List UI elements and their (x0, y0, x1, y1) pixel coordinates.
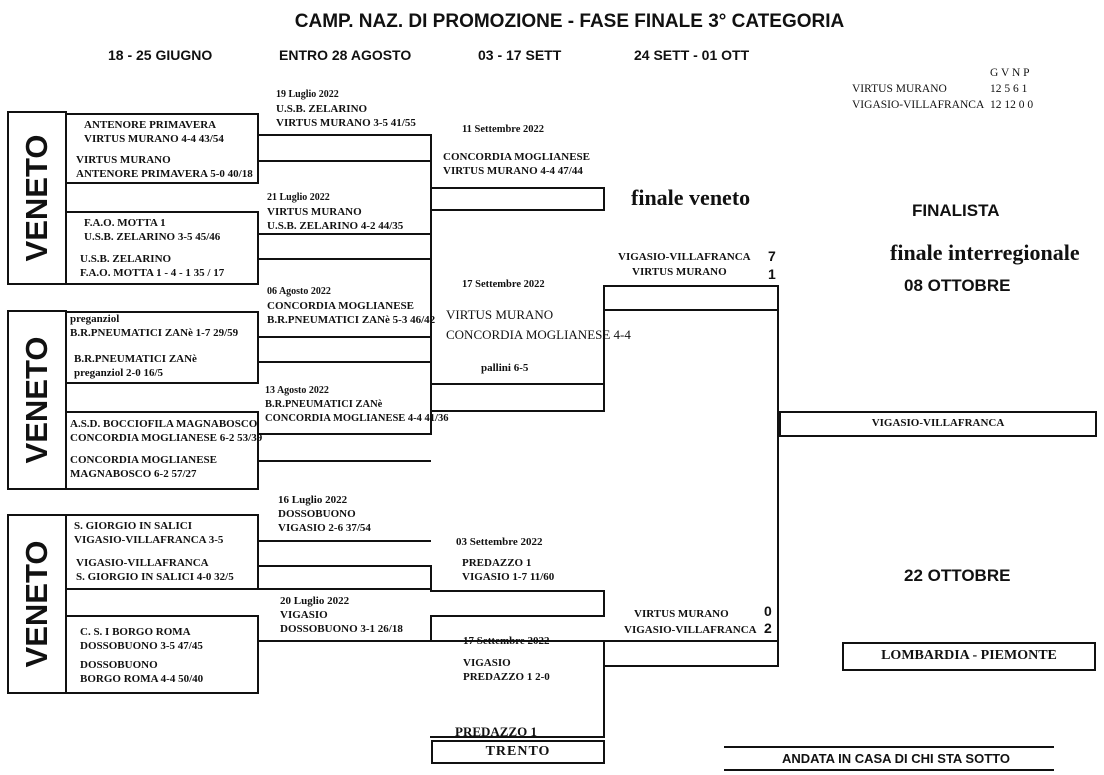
match-line: B.R.PNEUMATICI ZANè (265, 399, 383, 410)
match-line: U.S.B. ZELARINO (80, 253, 172, 265)
match-line: VIRTUS MURANO 4-4 43/54 (84, 133, 224, 145)
final-date: 22 OTTOBRE (904, 566, 1011, 585)
phase-label-1: 18 - 25 GIUGNO (108, 47, 213, 63)
phase-label-3: 03 - 17 SETT (478, 47, 562, 63)
match-r1-1 (84, 118, 224, 146)
match-date: 13 Agosto 2022 (265, 385, 329, 396)
match-line: ANTENORE PRIMAVERA (84, 119, 217, 131)
finalista-label: FINALISTA (912, 201, 1000, 220)
match-r1-12 (80, 658, 203, 686)
match-r1-6 (74, 352, 197, 380)
match-r3-3 (462, 556, 554, 584)
match-r2-6 (280, 594, 403, 636)
match-line: CONCORDIA MOGLIANESE 4-4 41/36 (265, 413, 449, 424)
match-r1-10 (76, 556, 234, 584)
trento-label: TRENTO (485, 744, 551, 759)
standings-team: VIGASIO-VILLAFRANCA (852, 99, 985, 111)
match-date: 21 Luglio 2022 (267, 192, 330, 203)
match-line: B.R.PNEUMATICI ZANè 1-7 29/59 (70, 327, 239, 339)
finale-veneto-label: finale veneto (631, 185, 751, 210)
match-r2-4 (265, 384, 448, 426)
match-line: S. GIORGIO IN SALICI (74, 520, 192, 532)
winner-team: VIGASIO-VILLAFRANCA (871, 417, 1005, 429)
match-r3-3-date: 03 Settembre 2022 (456, 536, 543, 548)
match-line: S. GIORGIO IN SALICI 4-0 32/5 (76, 571, 234, 583)
standings-header: G V N P (990, 67, 1030, 79)
finalista-date: 08 OTTOBRE (904, 276, 1011, 295)
match-line: CONCORDIA MOGLIANESE (70, 454, 217, 466)
phase-label-2: ENTRO 28 AGOSTO (279, 47, 412, 63)
finalista-subtitle: finale interregionale (890, 240, 1080, 265)
match-line: F.A.O. MOTTA 1 - 4 - 1 35 / 17 (80, 267, 225, 279)
match-line: VIGASIO (280, 609, 328, 621)
match-r1-5 (70, 312, 238, 340)
match-r3-1-date: 11 Settembre 2022 (462, 124, 545, 135)
match-r1-11 (80, 625, 203, 653)
match-line: VIRTUS MURANO (76, 154, 171, 166)
match-r3-4-date: 17 Settembre 2022 (463, 635, 550, 647)
match-line: CONCORDIA MOGLIANESE 6-2 53/39 (70, 432, 263, 444)
region-label-veneto-2: VENETO (19, 336, 54, 464)
match-line: DOSSOBUONO (278, 508, 356, 520)
match-date: 16 Luglio 2022 (278, 494, 348, 506)
match-r1-8 (70, 453, 217, 481)
region-label-veneto-1: VENETO (19, 134, 54, 262)
match-line: B.R.PNEUMATICI ZANè 5-3 46/42 (267, 314, 436, 326)
match-line: U.S.B. ZELARINO 4-2 44/35 (267, 220, 404, 232)
match-r2-5 (278, 493, 371, 535)
standings-values: 12 5 6 1 (990, 83, 1028, 95)
match-line: CONCORDIA MOGLIANESE (443, 151, 590, 163)
match-r2-1 (276, 88, 416, 130)
predazzo-label: PREDAZZO 1 (455, 724, 537, 739)
match-line: DOSSOBUONO 3-1 26/18 (280, 623, 403, 635)
match-line: C. S. I BORGO ROMA (80, 626, 191, 638)
match-line: preganziol 2-0 16/5 (74, 367, 164, 379)
match-line: U.S.B. ZELARINO 3-5 45/46 (84, 231, 221, 243)
match-line: ANTENORE PRIMAVERA 5-0 40/18 (76, 168, 253, 180)
match-date: 19 Luglio 2022 (276, 89, 339, 100)
match-r1-4 (80, 252, 224, 280)
match-r4-2-team2: VIGASIO-VILLAFRANCA (624, 624, 757, 636)
match-r4-2-score1: 0 (764, 603, 772, 619)
match-r3-2-extra: pallini 6-5 (481, 362, 529, 374)
match-line: F.A.O. MOTTA 1 (84, 217, 166, 229)
match-r1-7 (70, 417, 262, 445)
standings-team: VIRTUS MURANO (852, 83, 947, 95)
opponent-label: LOMBARDIA - PIEMONTE (881, 648, 1057, 663)
match-line: PREDAZZO 1 2-0 (463, 671, 550, 683)
match-r3-4 (463, 656, 550, 684)
match-r1-9 (74, 519, 223, 547)
match-r1-3 (84, 216, 220, 244)
match-date: 06 Agosto 2022 (267, 286, 331, 297)
match-date: 20 Luglio 2022 (280, 595, 350, 607)
standings-row (852, 97, 1033, 113)
match-line: CONCORDIA MOGLIANESE (267, 300, 414, 312)
match-line: A.S.D. BOCCIOFILA MAGNABOSCO (70, 418, 258, 430)
standings-values: 12 12 0 0 (990, 99, 1034, 111)
match-r4-2-score2: 2 (764, 620, 772, 636)
match-r4-2-team1: VIRTUS MURANO (634, 608, 729, 620)
match-r4-1-score2: 1 (768, 266, 776, 282)
standings-table (852, 65, 1033, 113)
footer-note: ANDATA IN CASA DI CHI STA SOTTO (782, 751, 1010, 766)
match-r2-3 (267, 285, 435, 327)
match-line: U.S.B. ZELARINO (276, 103, 368, 115)
match-r3-1 (443, 150, 590, 178)
match-line: VIRTUS MURANO (267, 206, 362, 218)
match-line: DOSSOBUONO (80, 659, 158, 671)
phase-label-4: 24 SETT - 01 OTT (634, 47, 750, 63)
match-r4-1-team1: VIGASIO-VILLAFRANCA (618, 251, 751, 263)
match-r3-2 (446, 305, 631, 345)
match-r3-2-date: 17 Settembre 2022 (462, 279, 545, 290)
match-line: CONCORDIA MOGLIANESE 4-4 (446, 327, 631, 342)
match-line: BORGO ROMA 4-4 50/40 (80, 673, 204, 685)
match-line: DOSSOBUONO 3-5 47/45 (80, 640, 203, 652)
match-line: preganziol (70, 313, 120, 325)
match-line: B.R.PNEUMATICI ZANè (74, 353, 197, 365)
match-line: VIRTUS MURANO (446, 307, 554, 322)
match-line: VIGASIO (463, 657, 511, 669)
standings-row (852, 81, 1033, 97)
match-r4-1-score1: 7 (768, 248, 776, 264)
match-line: VIGASIO-VILLAFRANCA 3-5 (74, 534, 224, 546)
match-line: VIGASIO 2-6 37/54 (278, 522, 371, 534)
match-line: VIRTUS MURANO 3-5 41/55 (276, 117, 416, 129)
match-r1-2 (76, 153, 253, 181)
page-title: CAMP. NAZ. DI PROMOZIONE - FASE FINALE 3° CATEGORIA (294, 11, 845, 32)
match-r4-1-team2: VIRTUS MURANO (632, 266, 727, 278)
match-line: VIGASIO-VILLAFRANCA (76, 557, 209, 569)
region-label-veneto-3: VENETO (19, 540, 54, 668)
match-line: VIGASIO 1-7 11/60 (462, 571, 555, 583)
match-r2-2 (267, 191, 403, 233)
match-line: MAGNABOSCO 6-2 57/27 (70, 468, 197, 480)
match-line: VIRTUS MURANO 4-4 47/44 (443, 165, 583, 177)
match-line: PREDAZZO 1 (462, 557, 532, 569)
